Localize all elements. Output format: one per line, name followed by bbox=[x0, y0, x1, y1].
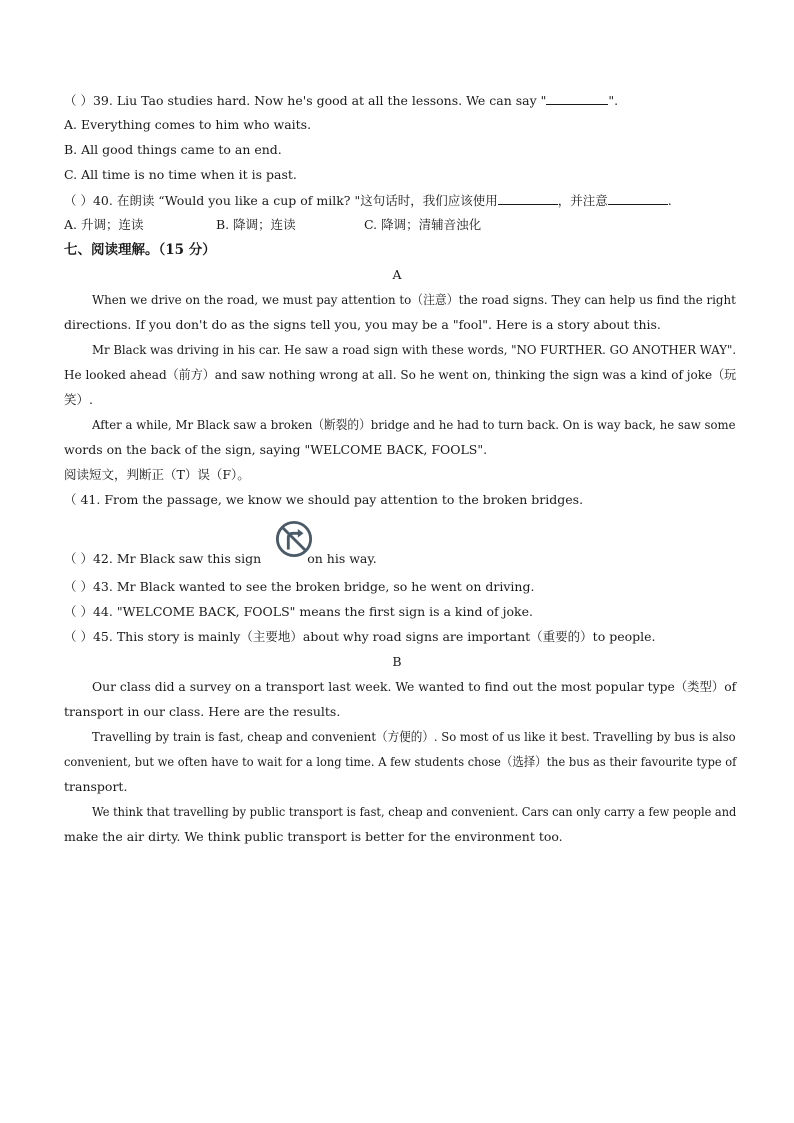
question-43: （ ）43. Mr Black wanted to see the broken bridge, so he went on driving. bbox=[64, 579, 535, 594]
q39-blank[interactable] bbox=[546, 92, 608, 105]
q39-suffix: ". bbox=[608, 93, 619, 108]
passage-a-line: When we drive on the road, we must pay attention to（注意）the road signs. They can help us find the right bbox=[92, 292, 736, 307]
passage-a-label: A bbox=[392, 267, 402, 282]
question-45: （ ）45. This story is mainly（主要地）about why road signs are important（重要的）to people. bbox=[64, 629, 656, 644]
question-39 bbox=[64, 92, 618, 109]
q40-option-b: B. 降调；连读 bbox=[216, 217, 296, 232]
q39-option-b: B. All good things came to an end. bbox=[64, 142, 282, 157]
q40-blank-2[interactable] bbox=[608, 192, 668, 205]
passage-a-line: After a while, Mr Black saw a broken（断裂的）bridge and he had to turn back. On is way back, he saw some bbox=[92, 417, 736, 432]
q40-suffix: . bbox=[667, 193, 672, 208]
q40-option-a: A. 升调；连读 bbox=[64, 217, 144, 232]
q42-after: on his way. bbox=[307, 551, 377, 566]
passage-a-line: words on the back of the sign, saying "WELCOME BACK, FOOLS". bbox=[64, 442, 488, 457]
q40-mid: ，并注意 bbox=[557, 193, 608, 208]
passage-a-line: 笑）. bbox=[64, 392, 93, 407]
q40-options bbox=[64, 217, 481, 233]
passage-a-line: He looked ahead（前方）and saw nothing wrong at all. So he went on, thinking the sign was a kind of joke（玩 bbox=[64, 367, 737, 382]
passage-b-line: transport in our class. Here are the results. bbox=[64, 704, 341, 719]
passage-a-instruction: 阅读短文，判断正（T）误（F）。 bbox=[64, 467, 250, 482]
passage-b-line: Travelling by train is fast, cheap and convenient（方便的）. So most of us like it best. Travelling by bus is also bbox=[92, 729, 736, 744]
q40-option-c: C. 降调；清辅音浊化 bbox=[364, 217, 482, 232]
passage-b-line: Our class did a survey on a transport last week. We wanted to find out the most popular type（类型）of bbox=[92, 679, 737, 694]
passage-a-line: directions. If you don't do as the signs tell you, you may be a "fool". Here is a story about this. bbox=[64, 317, 661, 332]
passage-a-line: Mr Black was driving in his car. He saw a road sign with these words, "NO FURTHER. GO ANOTHER WAY". bbox=[92, 342, 737, 357]
q42-before: （ ）42. Mr Black saw this sign bbox=[64, 551, 262, 566]
passage-b-line: make the air dirty. We think public transport is better for the environment too. bbox=[64, 829, 563, 844]
question-42 bbox=[64, 551, 377, 567]
q39-option-c: C. All time is no time when it is past. bbox=[64, 167, 297, 182]
question-41: （ 41. From the passage, we know we should pay attention to the broken bridges. bbox=[64, 492, 584, 507]
section-title: 七、阅读理解。（15 分） bbox=[64, 242, 216, 258]
question-40 bbox=[64, 192, 672, 209]
passage-b-line: We think that travelling by public transport is fast, cheap and convenient. Cars can only carry a few people and bbox=[92, 804, 737, 819]
q39-prefix: （ ）39. Liu Tao studies hard. Now he's good at all the lessons. We can say " bbox=[64, 93, 547, 108]
q40-blank-1[interactable] bbox=[498, 192, 558, 205]
q39-option-a: A. Everything comes to him who waits. bbox=[64, 117, 312, 132]
passage-b-line: convenient, but we often have to wait for a long time. A few students chose（选择）the bus as their favourite type of bbox=[64, 754, 737, 769]
question-44: （ ）44. "WELCOME BACK, FOOLS" means the first sign is a kind of joke. bbox=[64, 604, 534, 619]
q40-prefix: （ ）40. 在朗读 “Would you like a cup of milk? "这句话时，我们应该使用 bbox=[64, 193, 498, 208]
passage-b-line: transport. bbox=[64, 779, 128, 794]
passage-b-label: B bbox=[392, 654, 402, 669]
